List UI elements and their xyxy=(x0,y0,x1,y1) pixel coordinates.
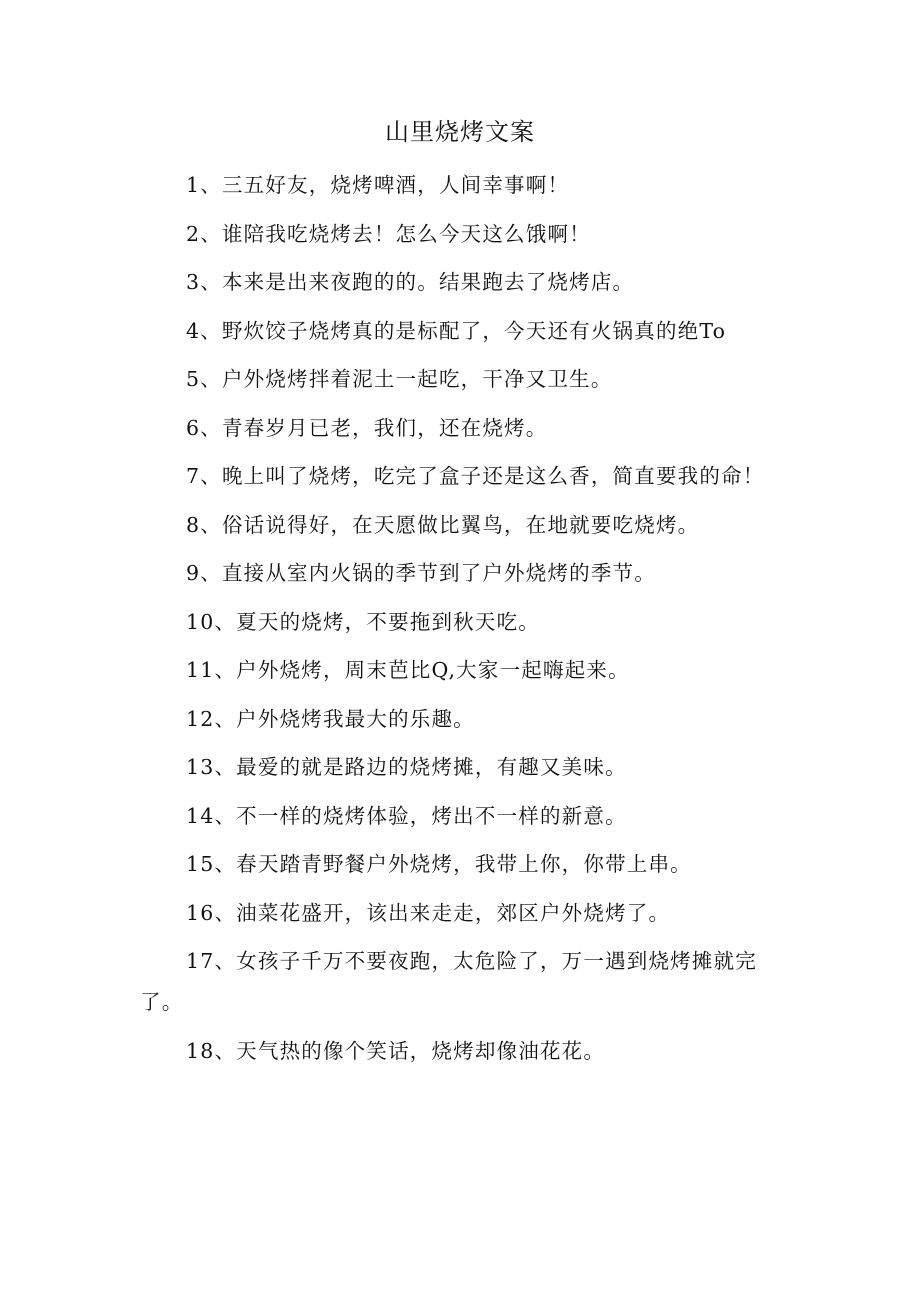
list-item: 14、不一样的烧烤体验，烤出不一样的新意。 xyxy=(186,803,627,828)
list-item: 8、俗话说得好，在天愿做比翼鸟，在地就要吃烧烤。 xyxy=(186,512,700,537)
list-item: 7、晚上叫了烧烤，吃完了盒子还是这么香，简直要我的命！ xyxy=(186,464,765,488)
page-title: 山里烧烤文案 xyxy=(385,118,535,146)
list-item: 15、春天踏青野餐户外烧烤，我带上你，你带上串。 xyxy=(186,852,692,876)
list-item: 16、油菜花盛开，该出来走走，郊区户外烧烤了。 xyxy=(186,900,671,925)
list-item: 13、最爱的就是路边的烧烤摊，有趣又美味。 xyxy=(186,755,627,779)
document-body xyxy=(140,165,785,1079)
list-item: 18、天气热的像个笑话，烧烤却像油花花。 xyxy=(186,1038,606,1063)
list-item: 12、户外烧烤我最大的乐趣。 xyxy=(186,706,475,731)
list-item: 10、夏天的烧烤，不要拖到秋天吃。 xyxy=(186,609,540,634)
list-item: 11、户外烧烤，周末芭比Q,大家一起嗨起来。 xyxy=(186,658,630,682)
list-item: 3、本来是出来夜跑的的。结果跑去了烧烤店。 xyxy=(186,270,635,294)
list-item: 2、谁陪我吃烧烤去！怎么今天这么饿啊！ xyxy=(186,221,591,246)
list-item: 6、青春岁月已老，我们，还在烧烤。 xyxy=(186,415,548,440)
list-item: 9、直接从室内火锅的季节到了户外烧烤的季节。 xyxy=(186,561,656,585)
list-item: 1、三五好友，烧烤啤酒，人间幸事啊！ xyxy=(186,173,570,197)
list-item: 17、女孩子千万不要夜跑，太危险了，万一遇到烧烤摊就完了。 xyxy=(140,949,757,1014)
list-item: 5、户外烧烤拌着泥土一起吃，干净又卫生。 xyxy=(186,367,613,391)
list-item: 4、野炊饺子烧烤真的是标配了，今天还有火锅真的绝To xyxy=(186,318,727,343)
